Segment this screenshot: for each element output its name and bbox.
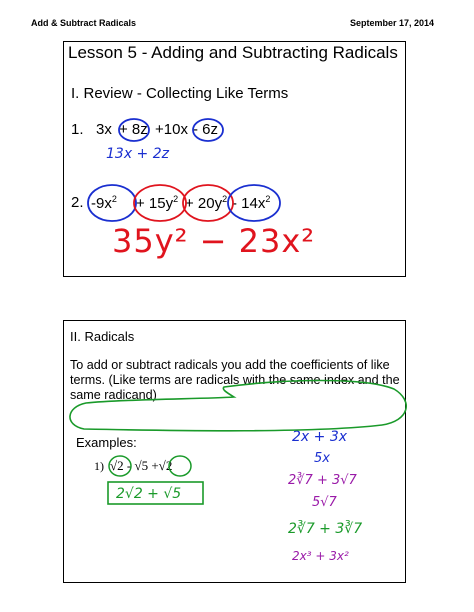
radicals-slide [63, 320, 406, 583]
handwritten-answer-1: 13x + 2z [106, 146, 169, 162]
header-date: September 17, 2014 [349, 18, 434, 28]
term-6z: - 6z [193, 121, 219, 138]
loop-like-terms [70, 381, 406, 431]
header-title: Add & Subtract Radicals [31, 18, 137, 28]
note-5x: 5x [314, 451, 330, 466]
circle-9x2 [88, 185, 136, 221]
term-10x: +10x [155, 121, 188, 138]
example-1-answer: 2√2 + √5 [116, 486, 182, 502]
example-1-number: 1) [94, 459, 104, 473]
lesson-slide [63, 41, 406, 277]
term-14x2: - $14x^2$ [232, 194, 271, 212]
note-2x-plus-3x: 2x + 3x [292, 429, 348, 445]
annotation-marks [64, 321, 407, 584]
term-9x2: $-9x^2$ [91, 194, 117, 212]
term-8z: + 8z [119, 121, 148, 138]
note-5root7: 5√7 [312, 495, 337, 510]
term-15y2: + $15y^2$ [136, 194, 179, 212]
handwritten-answer-2: 35y² − 23x² [112, 222, 316, 260]
section-heading-review: I. Review - Collecting Like Terms [71, 85, 289, 102]
annotation-circles [64, 42, 407, 278]
circle-root2-b [169, 456, 191, 476]
circle-15y2 [134, 185, 186, 221]
circle-8z [119, 119, 149, 141]
radicals-paragraph: To add or subtract radicals you add the coefficients of like terms. (Like terms are radicals with the same index and the same radicand) [70, 358, 400, 402]
note-powers: 2x³ + 3x² [292, 549, 349, 563]
circle-6z [193, 119, 223, 141]
note-cuberoot-like: 2∛7 + 3∛7 [288, 521, 363, 537]
slide-title: Lesson 5 - Adding and Subtracting Radicals [68, 43, 398, 62]
circle-20y2 [183, 185, 233, 221]
section-heading-radicals: II. Radicals [70, 329, 135, 344]
term-3x: 3x [96, 121, 112, 138]
problem-1-number: 1. [71, 121, 84, 138]
circle-14x2 [228, 185, 280, 221]
examples-label: Examples: [76, 435, 137, 450]
problem-2-number: 2. [71, 194, 84, 211]
example-1-expression: √2 - √5 +√2 [110, 458, 173, 473]
note-cuberoot-sum: 2∛7 + 3√7 [288, 473, 357, 488]
circle-root2-a [109, 456, 131, 476]
answer-box [108, 482, 203, 504]
term-20y2: + $20y^2$ [185, 194, 228, 212]
